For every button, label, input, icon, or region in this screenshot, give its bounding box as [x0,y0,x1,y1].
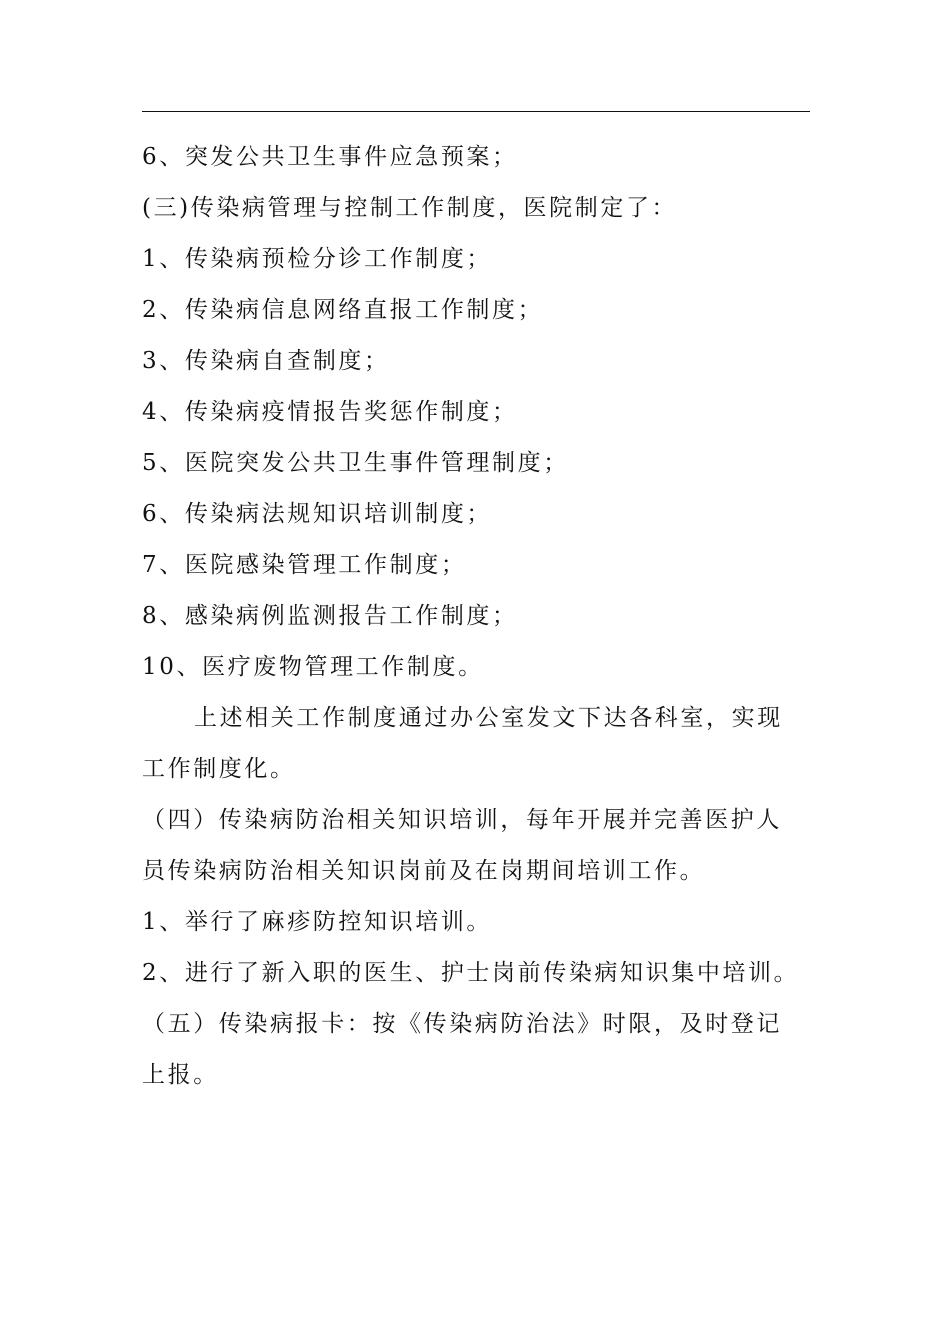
text-line: 6、突发公共卫生事件应急预案； [142,144,518,170]
list-item: 4、传染病疫情报告奖惩作制度； [142,399,518,425]
section-heading: (三)传染病管理与控制工作制度，医院制定了： [142,195,678,221]
paragraph-line: 员传染病防治相关知识岗前及在岗期间培训工作。 [142,858,706,884]
document-body [142,132,800,1101]
list-item: 1、举行了麻疹防控知识培训。 [142,909,493,935]
section-heading: （四）传染病防治相关知识培训，每年开展并完善医护人 [142,807,782,833]
list-item: 8、感染病例监测报告工作制度； [142,603,518,629]
list-item: 6、传染病法规知识培训制度； [142,501,493,527]
list-item: 7、医院感染管理工作制度； [142,552,467,578]
list-item: 2、传染病信息网络直报工作制度； [142,297,544,323]
list-item: 2、进行了新入职的医生、护士岗前传染病知识集中培训。 [142,960,800,986]
section-heading: （五）传染病报卡：按《传染病防治法》时限，及时登记 [142,1011,782,1037]
list-item: 5、医院突发公共卫生事件管理制度； [142,450,569,476]
paragraph-line: 上述相关工作制度通过办公室发文下达各科室，实现 [194,705,783,731]
paragraph-line: 上报。 [142,1062,219,1088]
header-rule [142,111,810,112]
list-item: 10、医疗废物管理工作制度。 [142,654,484,680]
list-item: 1、传染病预检分诊工作制度； [142,246,493,272]
list-item: 3、传染病自查制度； [142,348,390,374]
paragraph-line: 工作制度化。 [142,756,296,782]
